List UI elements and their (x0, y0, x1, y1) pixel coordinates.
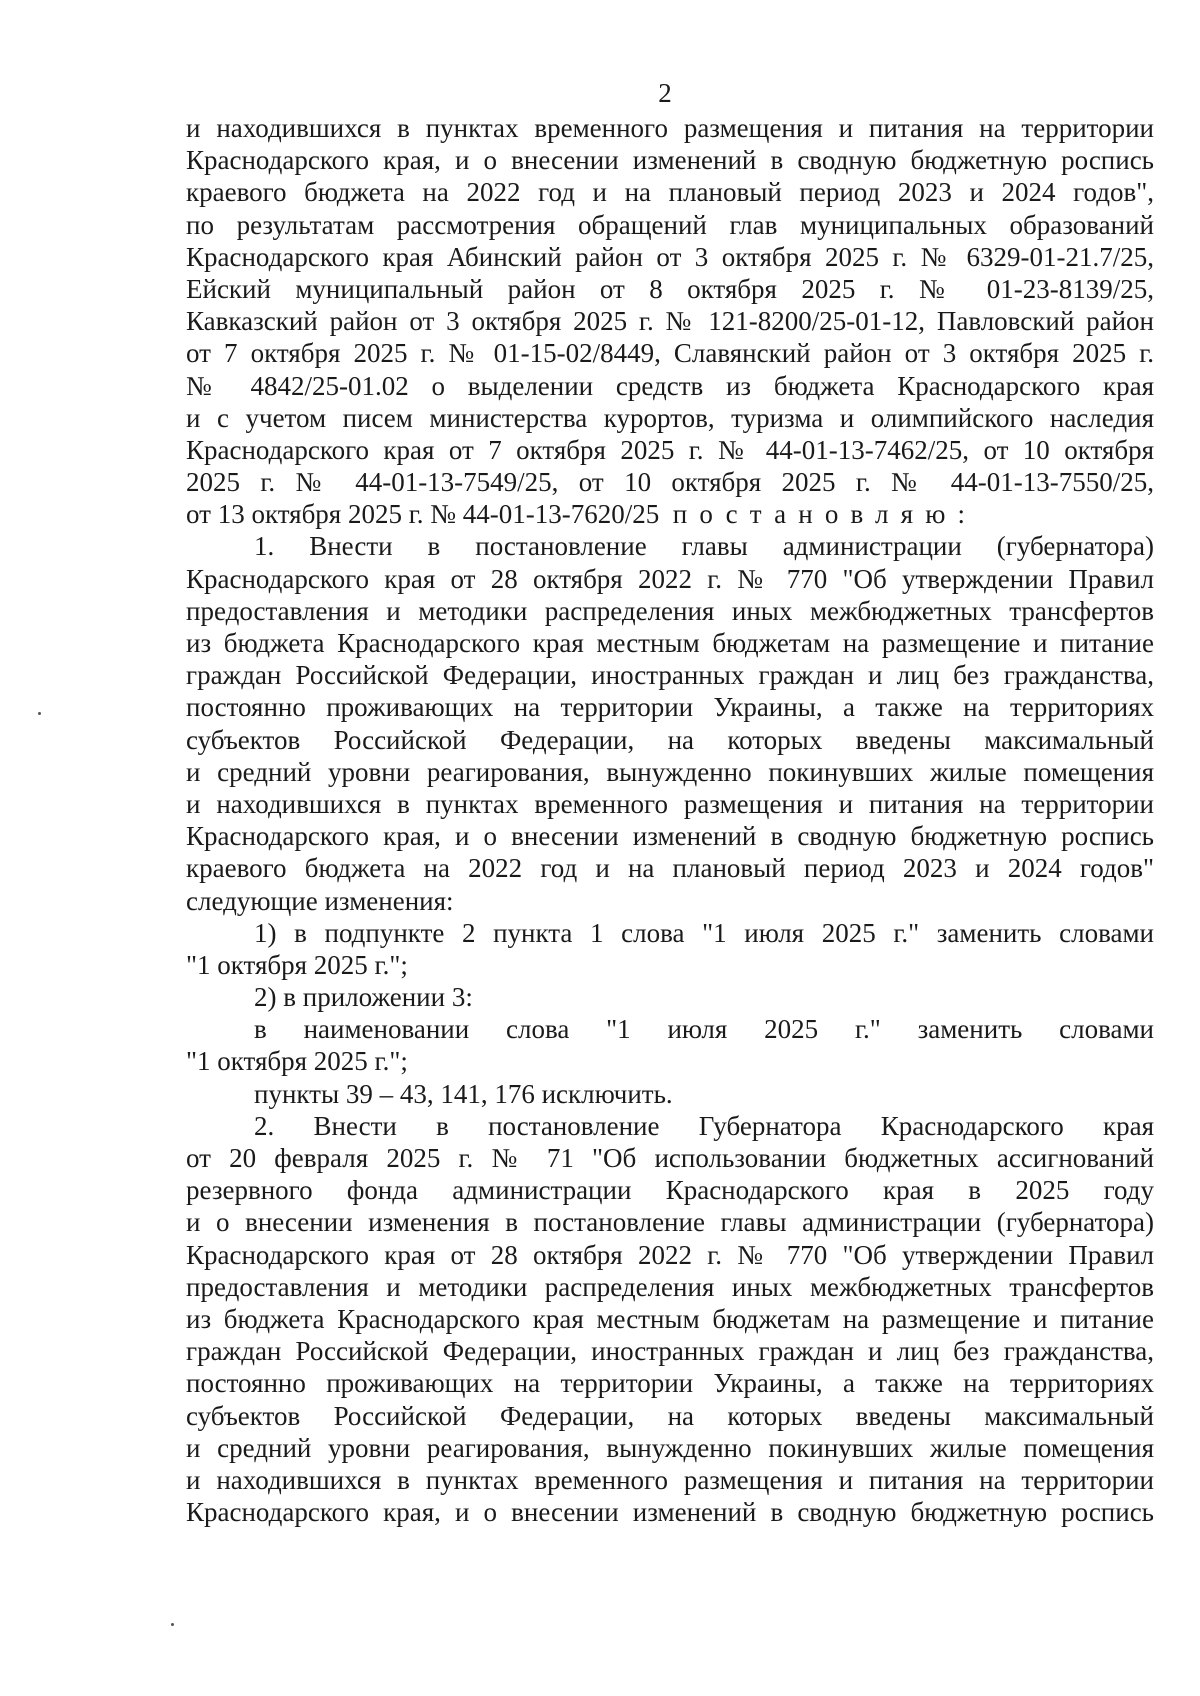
text-line-content: Краснодарского края, и о внесении изменений в сводную бюджетную роспись (186, 145, 1154, 176)
text-line (186, 1078, 1154, 1110)
text-line (186, 885, 1154, 917)
text-line (186, 852, 1154, 884)
text-line (186, 498, 1154, 530)
text-line-content: краевого бюджета на 2022 год и на плановый период 2023 и 2024 годов" (186, 853, 1154, 884)
text-line (186, 209, 1154, 241)
text-line-content: 2) в приложении 3: (254, 982, 473, 1013)
text-line (186, 305, 1154, 337)
text-line (186, 820, 1154, 852)
text-line (186, 981, 1154, 1013)
text-line-content: из бюджета Краснодарского края местным бюджетам на размещение и питание (186, 628, 1154, 658)
text-line (186, 724, 1154, 756)
text-line-content: Краснодарского края Абинский район от 3 октября 2025 г. № 6329-01-21.7/25, (186, 241, 1154, 272)
text-line (186, 1174, 1154, 1206)
text-line (186, 530, 1154, 562)
text-line-content: граждан Российской Федерации, иностранных граждан и лиц без гражданства, (186, 1336, 1154, 1367)
text-line (186, 1335, 1154, 1367)
text-line-content: субъектов Российской Федерации, на которых введены максимальный (186, 724, 1154, 755)
text-line-content: 2025 г. № 44-01-13-7549/25, от 10 октября 2025 г. № 44-01-13-7550/25, (186, 467, 1154, 498)
text-line-content: и средний уровни реагирования, вынужденно покинувших жилые помещения (186, 1432, 1154, 1463)
text-line (186, 402, 1154, 434)
text-line-content: от 20 февраля 2025 г. № 71 "Об использовании бюджетных ассигнований (186, 1143, 1154, 1173)
text-line (186, 1045, 1154, 1077)
text-line-content: Кавказский район от 3 октября 2025 г. № 121-8200/25-01-12, Павловский район (186, 306, 1154, 337)
text-line-content: Краснодарского края от 28 октября 2022 г. № 770 "Об утверждении Правил (186, 1239, 1154, 1270)
text-line (186, 1206, 1154, 1238)
text-line-content: Краснодарского края, и о внесении изменений в сводную бюджетную роспись (186, 821, 1154, 852)
text-line-content: 1) в подпункте 2 пункта 1 слова "1 июля 2025 г." заменить словами (254, 917, 1154, 948)
scan-speck (171, 1623, 174, 1626)
text-line-content: по результатам рассмотрения обращений глав муниципальных образований (186, 209, 1154, 240)
text-line-content: и находившихся в пунктах временного размещения и питания на территории (186, 788, 1154, 819)
text-line (186, 1367, 1154, 1399)
text-line (186, 144, 1154, 176)
text-line (186, 563, 1154, 595)
text-line-content: 2. Внести в постановление Губернатора Краснодарского края (254, 1110, 1154, 1141)
text-line-content: пункты 39 – 43, 141, 176 исключить. (254, 1078, 673, 1109)
text-line (186, 370, 1154, 402)
page-number: 2 (658, 78, 672, 108)
text-line-content: предоставления и методики распределения иных межбюджетных трансфертов (186, 1271, 1154, 1302)
text-line-content: резервного фонда администрации Краснодарского края в 2025 году (186, 1175, 1154, 1206)
text-line-content: и находившихся в пунктах временного размещения и питания на территории (186, 1464, 1154, 1495)
text-line (186, 1464, 1154, 1496)
text-line (186, 949, 1154, 981)
text-line-content: постоянно проживающих на территории Украины, а также на территориях (186, 1368, 1154, 1399)
text-line-content: и средний уровни реагирования, вынужденно покинувших жилые помещения (186, 756, 1154, 787)
text-line-content: "1 октября 2025 г."; (186, 949, 408, 980)
text-line (186, 112, 1154, 144)
text-line-content: 1. Внести в постановление главы администрации (губернатора) (254, 531, 1154, 562)
text-line-content: и находившихся в пунктах временного размещения и питания на территории (186, 113, 1154, 143)
text-line (186, 1110, 1154, 1142)
text-line-content: от 7 октября 2025 г. № 01-15-02/8449, Славянский район от 3 октября 2025 г. (186, 338, 1154, 369)
text-line (186, 434, 1154, 466)
text-line (186, 1013, 1154, 1045)
text-line (186, 756, 1154, 788)
document-body (186, 112, 1154, 1528)
text-line-content: и о внесении изменения в постановление главы администрации (губернатора) (186, 1207, 1154, 1238)
scan-speck (38, 712, 41, 715)
text-line (186, 241, 1154, 273)
text-line-content: в наименовании слова "1 июля 2025 г." заменить словами (254, 1014, 1154, 1045)
text-line-content: Краснодарского края от 7 октября 2025 г. № 44-01-13-7462/25, от 10 октября (186, 434, 1154, 465)
text-line (186, 176, 1154, 208)
text-line (186, 1271, 1154, 1303)
text-line (186, 917, 1154, 949)
text-line (186, 273, 1154, 305)
text-line-content: краевого бюджета на 2022 год и на плановый период 2023 и 2024 годов", (186, 177, 1154, 208)
text-line (186, 1239, 1154, 1271)
resolution-word: постановляю: (672, 499, 978, 530)
text-line (186, 659, 1154, 691)
text-line-content: следующие изменения: (186, 885, 454, 916)
text-line (186, 595, 1154, 627)
text-line (186, 1432, 1154, 1464)
text-line-content: Краснодарского края от 28 октября 2022 г. № 770 "Об утверждении Правил (186, 563, 1154, 594)
text-line (186, 1142, 1154, 1174)
text-line-content: от 13 октября 2025 г. № 44-01-13-7620/25 (186, 499, 660, 530)
text-line-content: и с учетом писем министерства курортов, туризма и олимпийского наследия (186, 402, 1154, 433)
text-line-content: Краснодарского края, и о внесении изменений в сводную бюджетную роспись (186, 1497, 1154, 1528)
text-line (186, 788, 1154, 820)
text-line (186, 466, 1154, 498)
text-line (186, 337, 1154, 369)
text-line-content: субъектов Российской Федерации, на которых введены максимальный (186, 1400, 1154, 1431)
text-line-content: Ейский муниципальный район от 8 октября 2025 г. № 01-23-8139/25, (186, 273, 1154, 304)
text-line-content: граждан Российской Федерации, иностранных граждан и лиц без гражданства, (186, 660, 1154, 691)
text-line (186, 1303, 1154, 1335)
text-line (186, 1496, 1154, 1528)
text-line-content: постоянно проживающих на территории Украины, а также на территориях (186, 692, 1154, 723)
text-line (186, 691, 1154, 723)
text-line (186, 1400, 1154, 1432)
text-line (186, 627, 1154, 659)
text-line-content: № 4842/25-01.02 о выделении средств из бюджета Краснодарского края (186, 370, 1154, 401)
text-line-content: из бюджета Краснодарского края местным бюджетам на размещение и питание (186, 1303, 1154, 1334)
text-line-content: "1 октября 2025 г."; (186, 1046, 408, 1077)
text-line-content: предоставления и методики распределения иных межбюджетных трансфертов (186, 595, 1154, 626)
